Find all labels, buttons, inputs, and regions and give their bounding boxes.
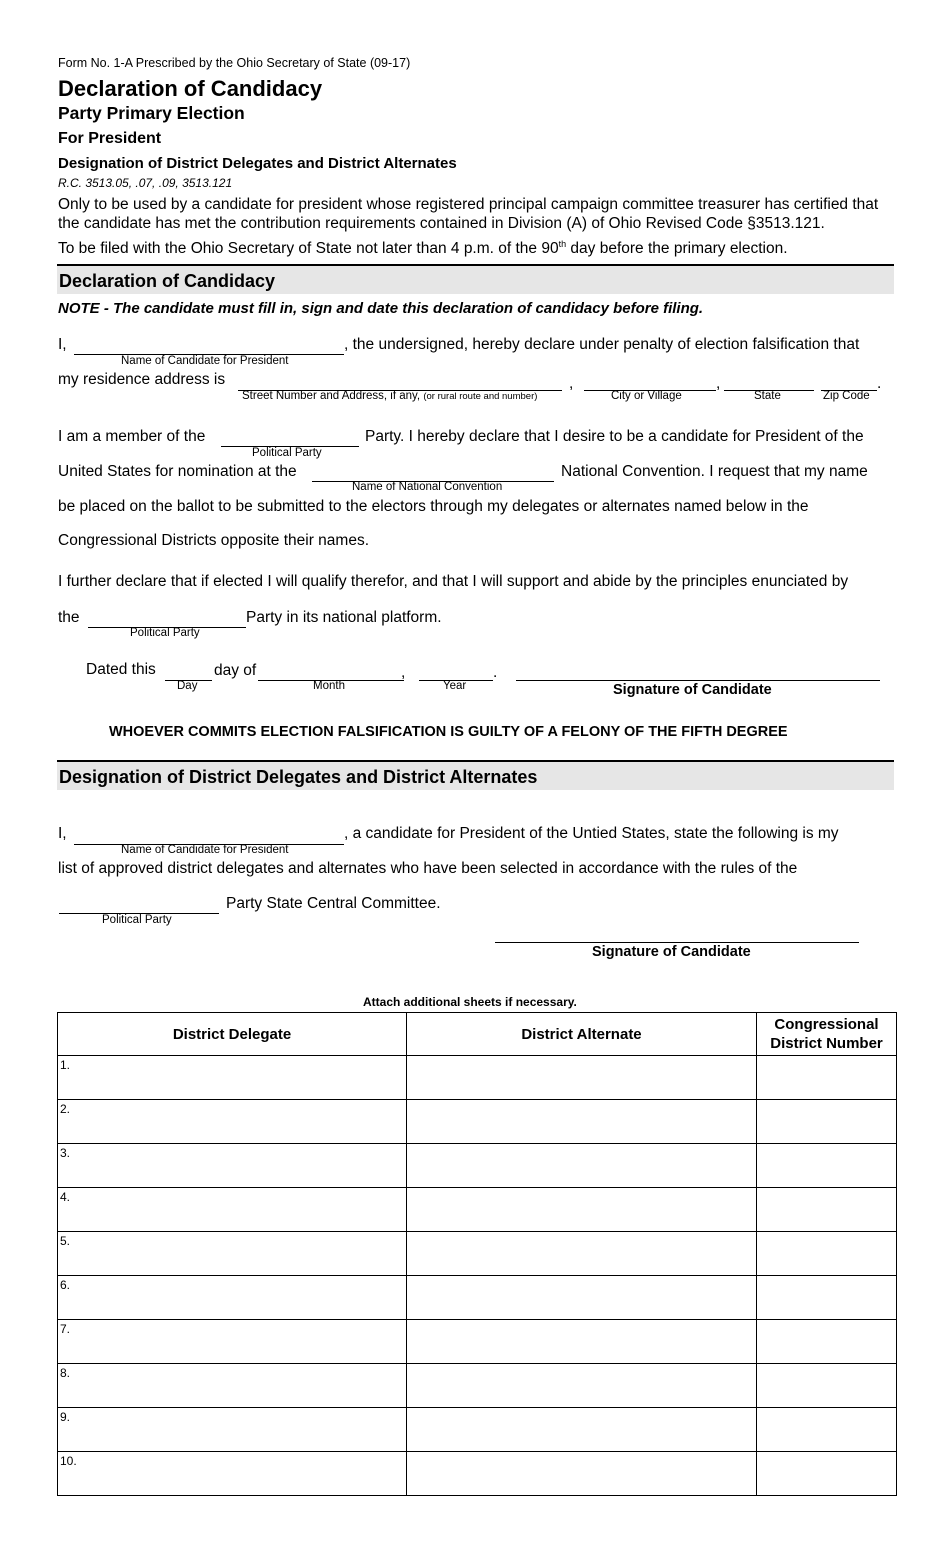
- member-text: Party. I hereby declare that I desire to be a candidate for President of the: [365, 428, 864, 445]
- subtitle-designation: Designation of District Delegates and District Alternates: [58, 155, 457, 172]
- signature-label-2: Signature of Candidate: [592, 944, 751, 960]
- row-number: 2.: [60, 1102, 71, 1116]
- district-number-cell[interactable]: [757, 1408, 897, 1452]
- district-number-cell[interactable]: [757, 1276, 897, 1320]
- alternate-cell[interactable]: [407, 1100, 757, 1144]
- declaration-section-header: Declaration of Candidacy: [57, 264, 894, 294]
- district-number-cell[interactable]: [757, 1364, 897, 1408]
- caption-month: Month: [313, 680, 345, 692]
- district-number-cell[interactable]: [757, 1188, 897, 1232]
- nomination-label: United States for nomination at the: [58, 463, 297, 480]
- district-number-cell[interactable]: [757, 1056, 897, 1100]
- caption-zip: Zip Code: [823, 390, 870, 402]
- caption-year: Year: [443, 680, 467, 692]
- delegate-cell[interactable]: [58, 1408, 407, 1452]
- signature-label-1: Signature of Candidate: [613, 682, 772, 698]
- subtitle-for-president: For President: [58, 130, 162, 147]
- caption-convention: Name of National Convention: [352, 481, 503, 493]
- delegate-cell[interactable]: [58, 1144, 407, 1188]
- the-label: the: [58, 609, 80, 626]
- signature-field-2[interactable]: [495, 942, 859, 943]
- form-number: Form No. 1-A Prescribed by the Ohio Secretary of State (09-17): [58, 56, 411, 70]
- row-number: 4.: [60, 1190, 71, 1204]
- district-number-cell[interactable]: [757, 1232, 897, 1276]
- dated-label: Dated this: [86, 661, 156, 678]
- row-number: 6.: [60, 1278, 71, 1292]
- subtitle-party-primary: Party Primary Election: [58, 103, 245, 123]
- alternate-cell[interactable]: [407, 1232, 757, 1276]
- committee-text: Party State Central Committee.: [226, 895, 441, 912]
- row-number: 5.: [60, 1234, 71, 1248]
- district-number-cell[interactable]: [757, 1320, 897, 1364]
- caption-day: Day: [177, 680, 198, 692]
- platform-text: Party in its national platform.: [246, 609, 442, 626]
- member-label: I am a member of the: [58, 428, 206, 445]
- falsification-warning: WHOEVER COMMITS ELECTION FALSIFICATION IS GUILTY OF A FELONY OF THE FIFTH DEGREE: [109, 724, 788, 740]
- table-row: [58, 1320, 897, 1364]
- caption-political-party-1: Political Party: [252, 447, 322, 459]
- caption-street: Street Number and Address, if any, (or rural route and number): [242, 390, 538, 402]
- alternate-cell[interactable]: [407, 1364, 757, 1408]
- table-row: [58, 1276, 897, 1320]
- delegate-cell[interactable]: [58, 1100, 407, 1144]
- district-number-cell[interactable]: [757, 1100, 897, 1144]
- table-row: [58, 1364, 897, 1408]
- column-header-alternate: District Alternate: [407, 1013, 757, 1056]
- designation-line1-text: , a candidate for President of the Untied States, state the following is my: [344, 825, 839, 842]
- caption-city: City or Village: [611, 390, 682, 402]
- row-number: 3.: [60, 1146, 71, 1160]
- residence-label: my residence address is: [58, 371, 226, 388]
- table-header-row: [58, 1013, 897, 1056]
- signature-field-1[interactable]: [516, 680, 880, 681]
- alternate-cell[interactable]: [407, 1276, 757, 1320]
- ballot-text: be placed on the ballot to be submitted to the electors through my delegates or alternates named below in the: [58, 498, 809, 515]
- district-number-cell[interactable]: [757, 1452, 897, 1496]
- caption-designation-candidate-name: Name of Candidate for President: [121, 844, 289, 856]
- nomination-text: National Convention. I request that my name: [561, 463, 868, 480]
- page-title: Declaration of Candidacy: [58, 76, 323, 101]
- column-header-district-number: Congressional District Number: [757, 1013, 897, 1056]
- day-of-label: day of: [214, 662, 257, 679]
- designation-section-header: Designation of District Delegates and District Alternates: [57, 760, 894, 790]
- intro-line-1: Only to be used by a candidate for president whose registered principal campaign committee treasurer has certified that: [58, 196, 879, 213]
- caption-candidate-name: Name of Candidate for President: [121, 355, 289, 367]
- comma-2: ,: [716, 375, 721, 392]
- table-row: [58, 1452, 897, 1496]
- row-number: 9.: [60, 1410, 71, 1424]
- row-number: 8.: [60, 1366, 71, 1380]
- delegate-cell[interactable]: [58, 1188, 407, 1232]
- comma-1: ,: [569, 375, 574, 392]
- column-header-delegate: District Delegate: [58, 1013, 407, 1056]
- delegate-cell[interactable]: [58, 1056, 407, 1100]
- alternate-cell[interactable]: [407, 1144, 757, 1188]
- declaration-i-label: I,: [58, 336, 67, 353]
- delegate-cell[interactable]: [58, 1276, 407, 1320]
- alternate-cell[interactable]: [407, 1408, 757, 1452]
- statute-reference: R.C. 3513.05, .07, .09, 3513.121: [58, 176, 233, 190]
- table-row: [58, 1232, 897, 1276]
- designation-i-label: I,: [58, 825, 67, 842]
- caption-political-party-2: Political Party: [130, 627, 200, 639]
- table-row: [58, 1408, 897, 1452]
- row-number: 10.: [60, 1454, 77, 1468]
- declaration-line1-text: , the undersigned, hereby declare under penalty of election falsification that: [344, 336, 860, 353]
- delegate-cell[interactable]: [58, 1364, 407, 1408]
- designation-line2-text: list of approved district delegates and alternates who have been selected in accordance with the rules of the: [58, 860, 798, 877]
- delegate-cell[interactable]: [58, 1232, 407, 1276]
- districts-text: Congressional Districts opposite their names.: [58, 532, 369, 549]
- alternate-cell[interactable]: [407, 1056, 757, 1100]
- district-number-cell[interactable]: [757, 1144, 897, 1188]
- table-row: [58, 1188, 897, 1232]
- alternate-cell[interactable]: [407, 1188, 757, 1232]
- alternate-cell[interactable]: [407, 1452, 757, 1496]
- table-row: [58, 1100, 897, 1144]
- delegate-cell[interactable]: [58, 1452, 407, 1496]
- table-row: [58, 1144, 897, 1188]
- period-1: .: [877, 375, 882, 392]
- row-number: 7.: [60, 1322, 71, 1336]
- attach-note: Attach additional sheets if necessary.: [363, 995, 577, 1009]
- delegates-table: [57, 1012, 897, 1496]
- declaration-note: NOTE - The candidate must fill in, sign and date this declaration of candidacy before filing.: [58, 300, 704, 317]
- alternate-cell[interactable]: [407, 1320, 757, 1364]
- comma-3: ,: [401, 664, 406, 681]
- caption-designation-political-party: Political Party: [102, 914, 172, 926]
- period-2: .: [493, 664, 498, 681]
- filing-deadline: To be filed with the Ohio Secretary of State not later than 4 p.m. of the 90th day before the primary election.: [58, 239, 788, 258]
- further-declare-text: I further declare that if elected I will qualify therefor, and that I will support and abide by the principles enunciated by: [58, 573, 849, 590]
- delegate-cell[interactable]: [58, 1320, 407, 1364]
- intro-line-2: the candidate has met the contribution requirements contained in Division (A) of Ohio Revised Code §3513.121.: [58, 215, 825, 232]
- row-number: 1.: [60, 1058, 71, 1072]
- caption-state: State: [754, 390, 781, 402]
- table-row: [58, 1056, 897, 1100]
